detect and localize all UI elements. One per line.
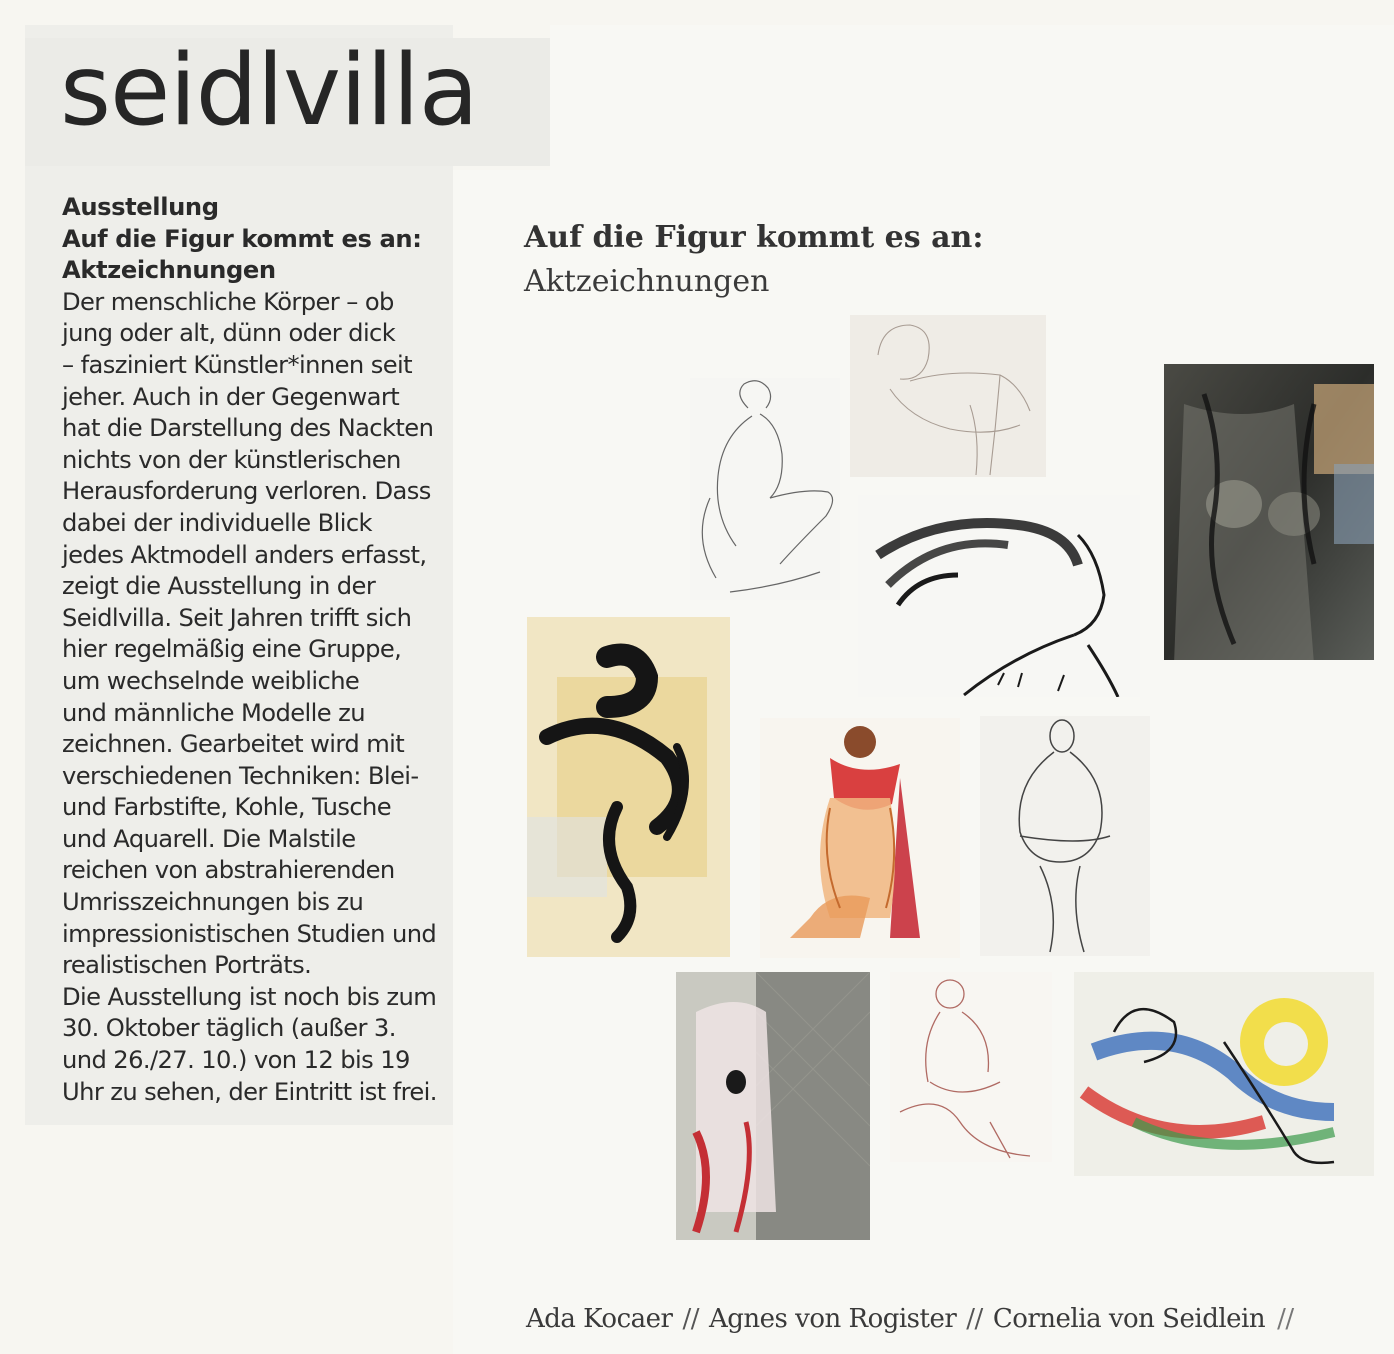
artwork-crouching-figure-pencil	[690, 378, 840, 600]
artwork-colorful-abstract-figure	[1074, 972, 1374, 1176]
artwork-charcoal-torso	[1164, 364, 1374, 660]
article	[62, 192, 452, 1108]
artist-name: Ada Kocaer	[526, 1304, 673, 1334]
artist-name: Cornelia von Seidlein	[992, 1304, 1266, 1334]
artist-credits	[526, 1304, 1294, 1334]
artwork-leaning-figure-sketch	[850, 315, 1046, 477]
article-title-line1: Auf die Figur kommt es an:	[62, 224, 422, 253]
artwork-watercolor-figure-red-scarf	[760, 718, 960, 958]
poster-heading: Auf die Figur kommt es an:	[524, 220, 984, 255]
poster-page-top	[550, 25, 1394, 175]
masthead-title: seidlvilla	[60, 34, 478, 148]
article-label: Ausstellung	[62, 193, 219, 221]
artist-separator: //	[682, 1304, 699, 1334]
artist-separator: //	[966, 1304, 983, 1334]
artwork-ink-profile-woman	[858, 495, 1140, 697]
artwork-mixed-media-torso	[676, 972, 870, 1240]
artwork-standing-figure-line	[980, 716, 1150, 956]
artist-separator: //	[1277, 1304, 1294, 1334]
poster-subheading: Aktzeichnungen	[524, 264, 770, 299]
artwork-seated-figure-redpencil	[890, 972, 1052, 1162]
article-title-line2: Aktzeichnungen	[62, 256, 276, 285]
artwork-abstract-brush-yellow	[527, 617, 730, 957]
artist-name: Agnes von Rogister	[708, 1304, 957, 1334]
article-body: Der menschliche Körper – ob jung oder alt, dünn oder dick – fasziniert Künstler*innen seit jeher. Auch in der Gegenwart hat die Darstellung des Nackten nichts von der künstlerischen Herausforderung verloren. Dass dabei der individuelle Blick jedes Aktmodell anders erfasst, zeigt die Ausstellung in der Seidlvilla. Seit Jahren trifft sich hier regelmäßig eine Gruppe, um wechselnde weibliche und männliche Modelle zu zeichnen. Gearbeitet wird mit verschiedenen Techniken: Blei- und Farbstifte, Kohle, Tusche und Aquarell. Die Malstile reichen von abstrahierenden Umrisszeichnungen bis zu impressionistischen Studien und realistischen Porträts. Die Ausstellung ist noch bis zum 30. Oktober täglich (außer 3. und 26./27. 10.) von 12 bis 19 Uhr zu sehen, der Eintritt ist frei.	[62, 287, 437, 1106]
